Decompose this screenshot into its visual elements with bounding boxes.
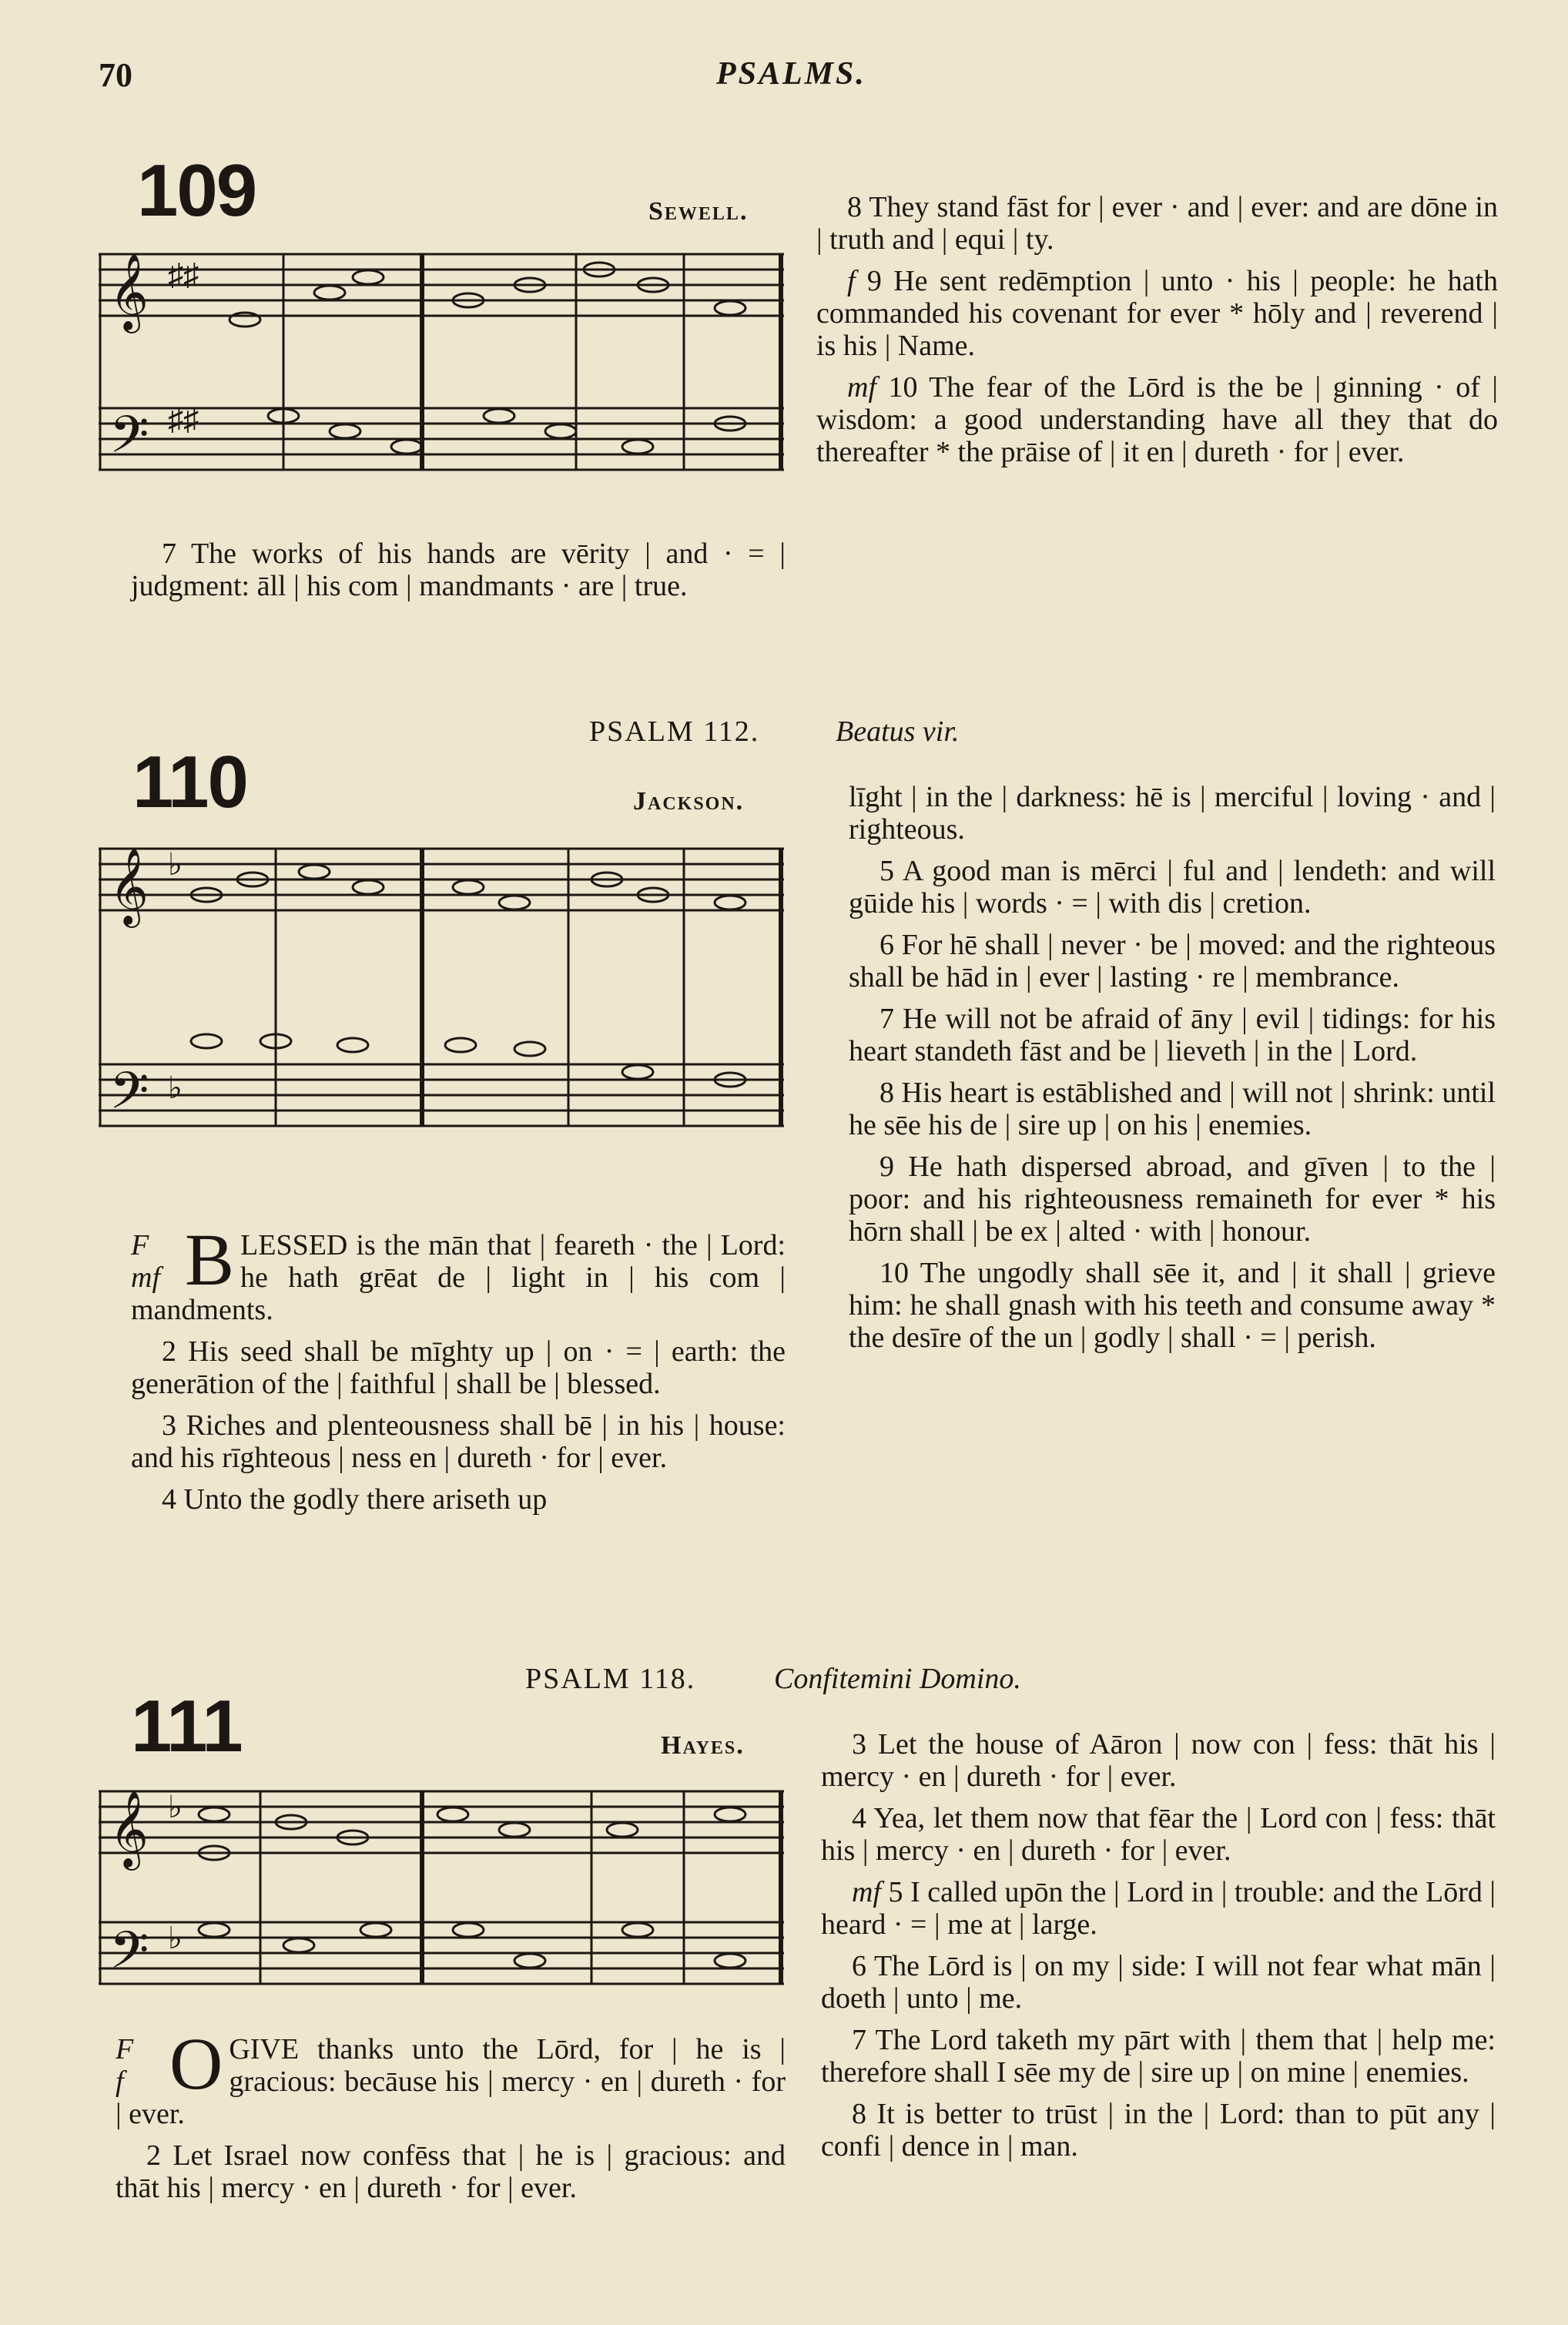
verse: 7 He will not be afraid of āny | evil | tidings: for his heart standeth fāst and be | lieveth | in the | Lord. bbox=[849, 1003, 1496, 1067]
verse: 4 Unto the godly there ariseth up bbox=[162, 1483, 548, 1516]
verse: 2 Let Israel now confēss that | he is | gracious: and thāt his | mercy · en | dureth · for | ever. bbox=[116, 2139, 786, 2204]
verse-text: 9 He sent redēmption | unto · his | people: he hath commanded his covenant for ever * hōly and | reverend | is his | Name. bbox=[816, 265, 1498, 362]
hymn-110-left-verses bbox=[131, 1218, 786, 1525]
opening-verse bbox=[116, 2022, 786, 2130]
page-number: 70 bbox=[99, 56, 132, 94]
dynamic-marks: F f bbox=[116, 2033, 134, 2098]
latin-title-confitemini: Confitemini Domino. bbox=[774, 1663, 1021, 1695]
verse: 6 For hē shall | never · be | moved: and the righteous shall be hād in | ever | lasting · re | membrance. bbox=[849, 929, 1496, 993]
svg-text:𝄢: 𝄢 bbox=[109, 1061, 149, 1133]
psalm-heading-112: PSALM 112. bbox=[589, 715, 760, 748]
psalm-heading-118: PSALM 118. bbox=[525, 1663, 696, 1695]
hymn-111-left-verses bbox=[116, 2022, 786, 2213]
svg-text:♭: ♭ bbox=[168, 1070, 183, 1105]
verse: 7 The works of his hands are vērity | and · = | judgment: āll | his com | mandmants · are | true. bbox=[131, 538, 786, 602]
svg-text:♭: ♭ bbox=[168, 847, 183, 882]
verse-text: 5 I called upōn the | Lord in | trouble: and the Lōrd | heard · = | me at | large. bbox=[821, 1876, 1496, 1941]
latin-title-beatus-vir: Beatus vir. bbox=[836, 715, 960, 748]
opening-verse bbox=[131, 1218, 786, 1326]
verse: 8 They stand fāst for | ever · and | ever: and are dōne in | truth and | equi | ty. bbox=[816, 191, 1498, 256]
tune-name-sewell: Sewell. bbox=[648, 197, 749, 226]
svg-text:𝄞: 𝄞 bbox=[109, 848, 149, 925]
tune-name-hayes: Hayes. bbox=[661, 1731, 745, 1760]
verse: 6 The Lōrd is | on my | side: I will not fear what mān | doeth | unto | me. bbox=[821, 1950, 1496, 2015]
hymn-number-111: 111 bbox=[131, 1685, 242, 1767]
opening-text: GIVE thanks unto the Lōrd, for | he is | gracious: becāuse his | mercy · en | dureth · for | ever. bbox=[116, 2033, 786, 2130]
dynamic-mark: f bbox=[847, 265, 856, 297]
verse: 4 Yea, let them now that fēar the | Lord con | fess: thāt his | mercy · en | dureth · for | ever. bbox=[821, 1802, 1496, 1867]
svg-text:♭: ♭ bbox=[168, 1921, 183, 1955]
verse: līght | in the | darkness: hē is | merciful | loving · and | righteous. bbox=[849, 781, 1496, 846]
drop-cap: O bbox=[169, 2022, 223, 2105]
hymn-number-109: 109 bbox=[137, 149, 256, 232]
svg-text:♯♯: ♯♯ bbox=[168, 257, 199, 292]
verse: 8 His heart is estāblished and | will not | shrink: until he sēe his de | sire up | on his | enemies. bbox=[849, 1077, 1496, 1141]
verse: 8 It is better to trūst | in the | Lord: than to pūt any | confi | dence in | man. bbox=[821, 2098, 1496, 2163]
verse-text: 10 The fear of the Lōrd is the be | ginning · of | wisdom: a good understanding have all they that do thereafter * the prāise of | it en | dureth · for | ever. bbox=[816, 371, 1498, 468]
drop-cap: B bbox=[185, 1218, 235, 1301]
verse: 10 The ungodly shall sēe it, and | it shall | grieve him: he shall gnash with his teeth and consume away * the desīre of the un | godly | shall · = | perish. bbox=[849, 1257, 1496, 1354]
hymn-number-110: 110 bbox=[132, 741, 247, 823]
dynamic-mark: mf bbox=[847, 371, 876, 404]
hymn-111-right-verses bbox=[821, 1728, 1496, 2172]
verse: 3 Riches and plenteousness shall bē | in his | house: and his rīghteous | ness en | dureth · for | ever. bbox=[131, 1409, 786, 1474]
svg-text:𝄞: 𝄞 bbox=[109, 1791, 149, 1868]
music-staff-111 bbox=[99, 1768, 784, 2015]
verse bbox=[816, 265, 1498, 362]
running-title: PSALMS. bbox=[716, 56, 866, 92]
verse: 2 His seed shall be mīghty up | on · = | earth: the generātion of the | faithful | shall be | blessed. bbox=[131, 1335, 786, 1400]
verse bbox=[821, 1876, 1496, 1941]
dynamic-marks: F mf bbox=[131, 1229, 160, 1294]
verse: 7 The Lord taketh my pārt with | them that | help me: therefore shall I sēe my de | sire up | on mine | enemies. bbox=[821, 2024, 1496, 2089]
dynamic-mark: mf bbox=[852, 1876, 881, 1908]
svg-text:𝄢: 𝄢 bbox=[109, 405, 149, 477]
verse: 9 He hath dispersed abroad, and gīven | to the | poor: and his righteousness remaineth for ever * his hōrn shall | be ex | alted · with | honour. bbox=[849, 1151, 1496, 1248]
svg-text:𝄢: 𝄢 bbox=[109, 1921, 149, 1992]
verse: 3 Let the house of Aāron | now con | fess: thāt his | mercy · en | dureth · for | ever. bbox=[821, 1728, 1496, 1793]
opening-text: LESSED is the mān that | feareth · the | Lord: he hath grēat de | light in | his com | mandments. bbox=[131, 1229, 786, 1326]
svg-text:♯♯: ♯♯ bbox=[168, 402, 199, 437]
music-staff-110 bbox=[99, 826, 784, 1149]
verse bbox=[816, 371, 1498, 468]
music-staff-109 bbox=[99, 231, 784, 524]
verse: 5 A good man is mērci | ful and | lendeth: and will gūide his | words · = | with dis | cretion. bbox=[849, 855, 1496, 920]
hymn-109-left-verses bbox=[131, 538, 786, 611]
svg-text:♭: ♭ bbox=[168, 1790, 183, 1824]
tune-name-jackson: Jackson. bbox=[633, 787, 745, 816]
hymn-110-right-verses bbox=[849, 781, 1496, 1363]
svg-text:𝄞: 𝄞 bbox=[109, 253, 149, 330]
hymn-109-right-verses bbox=[816, 191, 1498, 477]
